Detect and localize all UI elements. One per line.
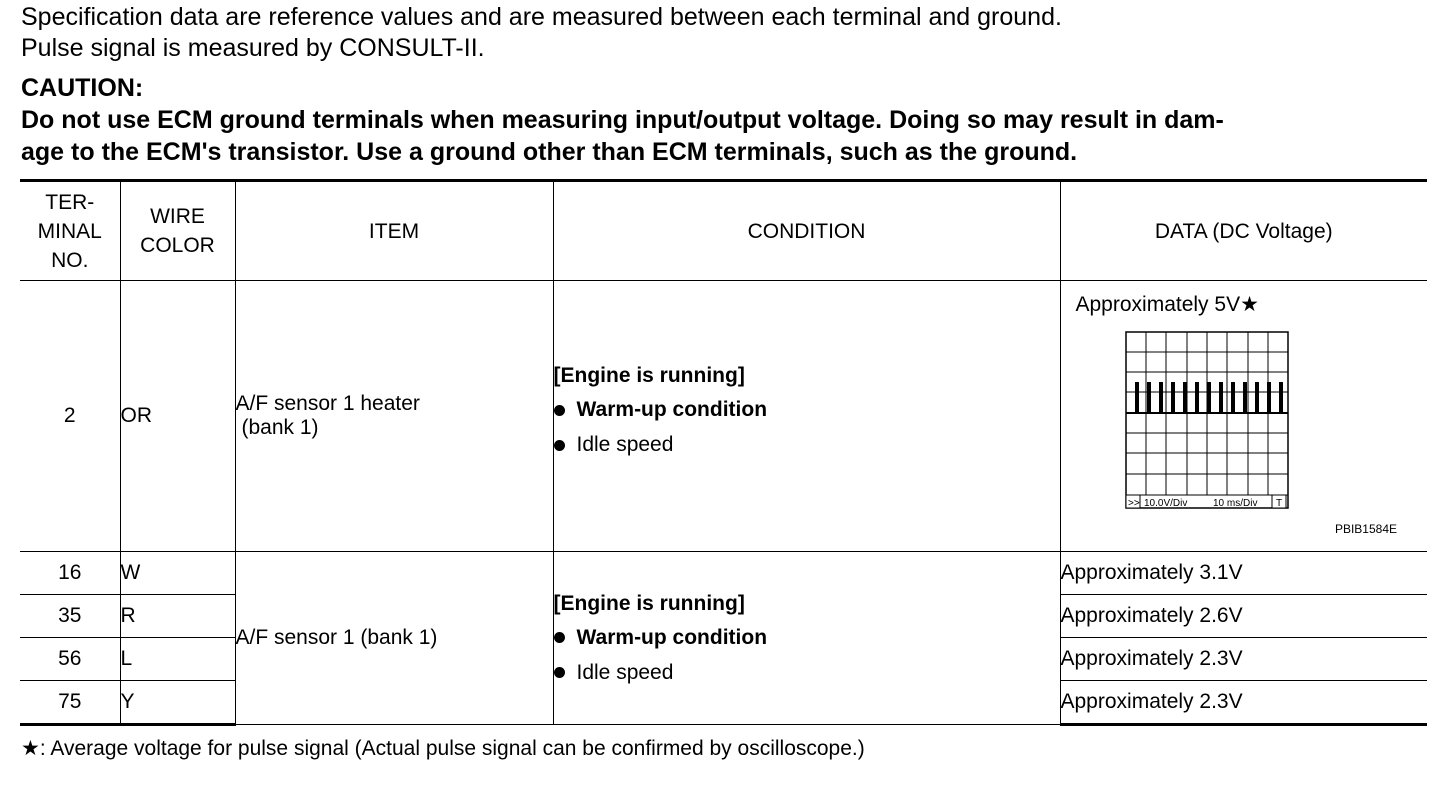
data-cell: Approximately 2.3V bbox=[1060, 638, 1427, 681]
scope-btn-left-label: >> bbox=[1127, 498, 1140, 509]
intro-line-2: Pulse signal is measured by CONSULT-II. bbox=[21, 34, 485, 62]
wire-color-cell: L bbox=[120, 638, 235, 681]
condition-cell bbox=[553, 552, 1060, 725]
bullet-icon bbox=[554, 632, 565, 643]
figure-id: PBIB1584E bbox=[1334, 522, 1397, 536]
header-item: ITEM bbox=[235, 181, 553, 281]
bullet-icon bbox=[554, 405, 565, 416]
item-line-1: A/F sensor 1 heater bbox=[235, 392, 420, 415]
item-cell: A/F sensor 1 (bank 1) bbox=[235, 552, 553, 725]
condition-title: [Engine is running] bbox=[553, 364, 745, 387]
header-terminal-no bbox=[20, 181, 120, 281]
header-wire-line: WIRE bbox=[150, 205, 205, 228]
terminal-cell: 16 bbox=[20, 552, 120, 595]
caution-line-1: Do not use ECM ground terminals when measuring input/output voltage. Doing so may result in dam- bbox=[21, 106, 1224, 134]
terminal-cell: 35 bbox=[20, 595, 120, 638]
scope-btn-right-label: T bbox=[1275, 498, 1282, 509]
caution-text bbox=[21, 104, 1431, 168]
wire-color-cell: Y bbox=[120, 681, 235, 725]
item-line-2: (bank 1) bbox=[241, 416, 319, 439]
header-data: DATA (DC Voltage) bbox=[1060, 181, 1427, 281]
table-row bbox=[20, 552, 1427, 595]
intro-line-1: Specification data are reference values and are measured between each terminal and ground. bbox=[21, 3, 1062, 31]
scope-voltage-scale: 10.0V/Div bbox=[1143, 498, 1187, 509]
condition-bullet bbox=[554, 626, 1060, 650]
data-cell bbox=[1060, 281, 1427, 552]
header-terminal-line: TER- bbox=[45, 190, 95, 214]
caution-line-2: age to the ECM's transistor. Use a ground other than ECM terminals, such as the ground. bbox=[21, 138, 1078, 166]
header-wire-line: COLOR bbox=[140, 234, 215, 257]
data-cell: Approximately 2.6V bbox=[1060, 595, 1427, 638]
wire-color-cell: R bbox=[120, 595, 235, 638]
condition-bullet-text: Warm-up condition bbox=[576, 398, 768, 421]
condition-bullet-text: Warm-up condition bbox=[576, 625, 768, 649]
condition-bullet-text: Idle speed bbox=[576, 660, 674, 684]
header-wire-color bbox=[120, 181, 235, 281]
scope-time-scale: 10 ms/Div bbox=[1212, 498, 1257, 509]
terminal-spec-table bbox=[20, 179, 1427, 726]
condition-bullet bbox=[554, 398, 1060, 422]
wire-color-cell: W bbox=[120, 552, 235, 595]
header-terminal-line: MINAL bbox=[37, 219, 102, 243]
header-terminal-line: NO. bbox=[51, 248, 89, 272]
star-icon: ★ bbox=[1240, 293, 1259, 316]
header-condition: CONDITION bbox=[553, 181, 1060, 281]
data-value-text: Approximately 5V bbox=[1075, 293, 1241, 316]
item-cell bbox=[235, 281, 553, 552]
data-cell: Approximately 3.1V bbox=[1060, 552, 1427, 595]
wire-color-cell: OR bbox=[120, 281, 235, 552]
table-row bbox=[20, 281, 1427, 552]
data-cell: Approximately 2.3V bbox=[1060, 681, 1427, 725]
caution-heading: CAUTION: bbox=[21, 74, 144, 102]
bullet-icon bbox=[554, 667, 565, 678]
condition-bullet bbox=[554, 433, 1060, 457]
table-header-row bbox=[20, 181, 1427, 281]
condition-bullet-text: Idle speed bbox=[576, 433, 674, 456]
condition-cell bbox=[553, 281, 1060, 552]
bullet-icon bbox=[554, 440, 565, 451]
terminal-cell: 56 bbox=[20, 638, 120, 681]
condition-title: [Engine is running] bbox=[553, 591, 745, 615]
terminal-cell: 75 bbox=[20, 681, 120, 725]
footnote bbox=[21, 736, 865, 761]
footnote-text: : Average voltage for pulse signal (Actual pulse signal can be confirmed by oscilloscope.) bbox=[39, 737, 865, 760]
oscilloscope-waveform bbox=[1125, 331, 1295, 516]
terminal-cell: 2 bbox=[20, 281, 120, 552]
star-icon: ★ bbox=[21, 737, 40, 760]
data-value bbox=[1076, 292, 1259, 317]
condition-bullet bbox=[554, 661, 1060, 685]
